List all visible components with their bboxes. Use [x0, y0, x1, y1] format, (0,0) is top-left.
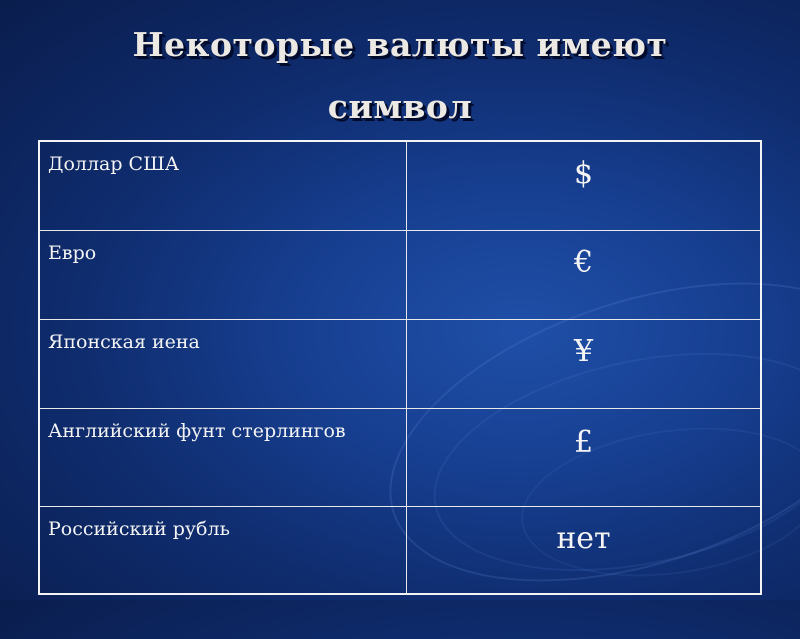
slide-title-line-2: символ — [327, 87, 473, 126]
currency-symbol-cell: € — [407, 231, 762, 320]
table-row — [39, 320, 761, 409]
table-row — [39, 231, 761, 320]
currency-name-cell: Евро — [39, 231, 407, 320]
currency-symbols-table — [38, 140, 762, 595]
table-row — [39, 507, 761, 595]
currency-name-cell: Доллар США — [39, 141, 407, 231]
slide-title — [40, 14, 760, 138]
currency-symbol-cell: нет — [407, 507, 762, 595]
currency-symbol-cell: ¥ — [407, 320, 762, 409]
currency-name-cell: Российский рубль — [39, 507, 407, 595]
currency-name-cell: Японская иена — [39, 320, 407, 409]
table-row — [39, 409, 761, 507]
currency-symbol-cell: $ — [407, 141, 762, 231]
table-row — [39, 141, 761, 231]
currency-symbol-cell: £ — [407, 409, 762, 507]
currency-name-cell: Английский фунт стерлингов — [39, 409, 407, 507]
slide-title-line-1: Некоторые валюты имеют — [132, 25, 668, 64]
